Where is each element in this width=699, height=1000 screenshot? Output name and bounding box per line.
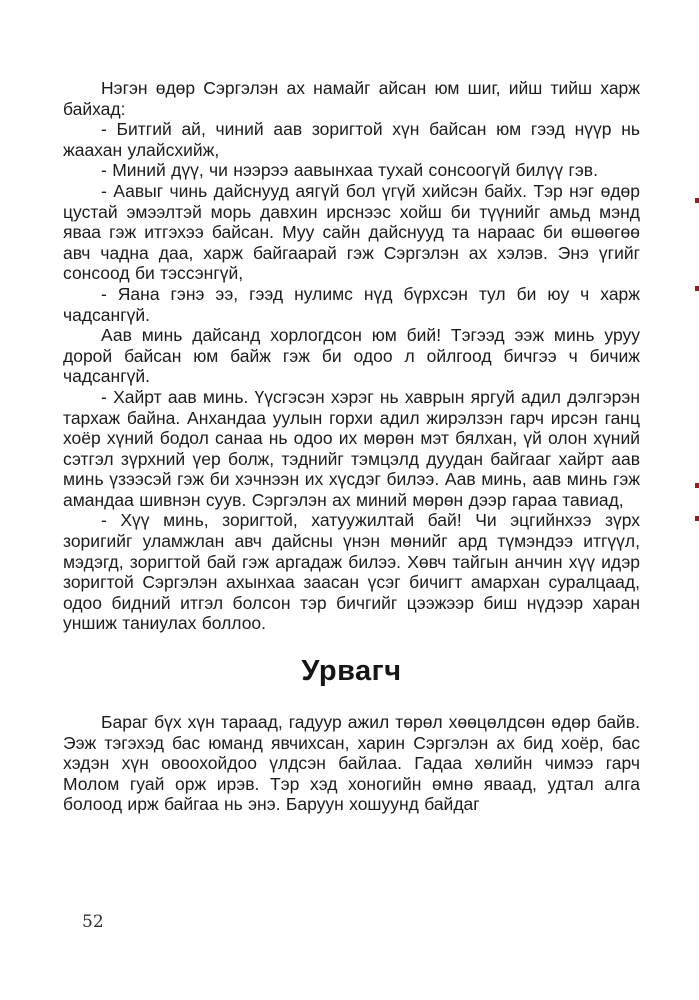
paragraph: - Яана гэнэ ээ, гээд нулимс нүд бүрхсэн тул би юу ч харж чадсангүй. (63, 283, 640, 325)
paragraph: - Хүү минь, зоригтой, хатуужилтай бай! Чи эцгийнхээ зүрх зоригийг уламжлан авч дайсны үнэн мөнийг ард түмэндээ итгүүл, мэдэгд, зоригтой бай гэж аргадаж билээ. Хөвч тайгын анчин хүү идэр зоригтой Сэргэлэн ахынхаа заасан үсэг бичигт амархан суралцаад, одоо бидний итгэл болсон тэр бичгийг цээжээр биш нүдээр харан уншиж таниулах боллоо. (63, 510, 640, 634)
scan-edge-mark (695, 286, 699, 291)
section-heading: Урвагч (301, 655, 402, 688)
paragraph: Аав минь дайсанд хорлогдсон юм бий! Тэгээд ээж минь уруу дорой байсан юм байж гэж би одоо л ойлгоод бичгээ ч бичиж чадсангүй. (63, 325, 640, 387)
scan-edge-mark (695, 516, 699, 521)
paragraph: - Миний дүү, чи нээрээ аавынхаа тухай сонсоогүй билүү гэв. (101, 160, 598, 181)
page-text (63, 78, 640, 815)
page-number: 52 (82, 912, 104, 932)
paragraph: Нэгэн өдөр Сэргэлэн ах намайг айсан юм шиг, ийш тийш харж байхад: (63, 78, 640, 119)
paragraph: - Битгий ай, чиний аав зоригтой хүн байсан юм гээд нүүр нь жаахан улайсхийж, (63, 119, 640, 160)
paragraph: - Хайрт аав минь. Үүсгэсэн хэрэг нь хаврын яргуй адил дэлгэрэн тархаж байна. Анхандаа уулын горхи адил жирэлзэн гарч ирсэн ганц хоёр хүний бодол санаа нь одоо их мөрөн мэт бялхан, үй олон хүний сэтгэл зүрхний үер болж, тэднийг тэмцэлд дуудан байгааг хайрт аав минь үзээсэй гэж би хэчнээн их хүсдэг билээ. Аав минь, аав минь гэж амандаа шивнэн суув. Сэргэлэн ах миний мөрөн дээр гараа тавиад, (63, 386, 640, 510)
paragraph: - Аавыг чинь дайснууд аягүй бол үгүй хийсэн байх. Тэр нэг өдөр цустай эмээлтэй морь давхин ирснээс хойш би түүнийг амьд мэнд яваа гэж итгэхээ байсан. Муу сайн дайснууд та нараас би өшөөгөө авч чадна даа, харж байгаарай гэж Сэргэлэн ах хэлэв. Энэ үгийг сонсоод би тэссэнгүй, (63, 180, 640, 284)
scan-edge-mark (695, 483, 699, 488)
scan-edge-mark (695, 198, 699, 203)
paragraph: Бараг бүх хүн тараад, гадуур ажил төрөл хөөцөлдсөн өдөр байв. Ээж тэгэхэд бас юманд явчихсан, харин Сэргэлэн ах бид хоёр, бас хэдэн хүн овоохойдоо үлдсэн байлаа. Гадаа хөлийн чимээ гарч Молом гуай орж ирэв. Тэр хэд хоногийн өмнө яваад, удтал алга болоод ирж байгаа нь энэ. Баруун хошуунд байдаг (63, 712, 640, 815)
